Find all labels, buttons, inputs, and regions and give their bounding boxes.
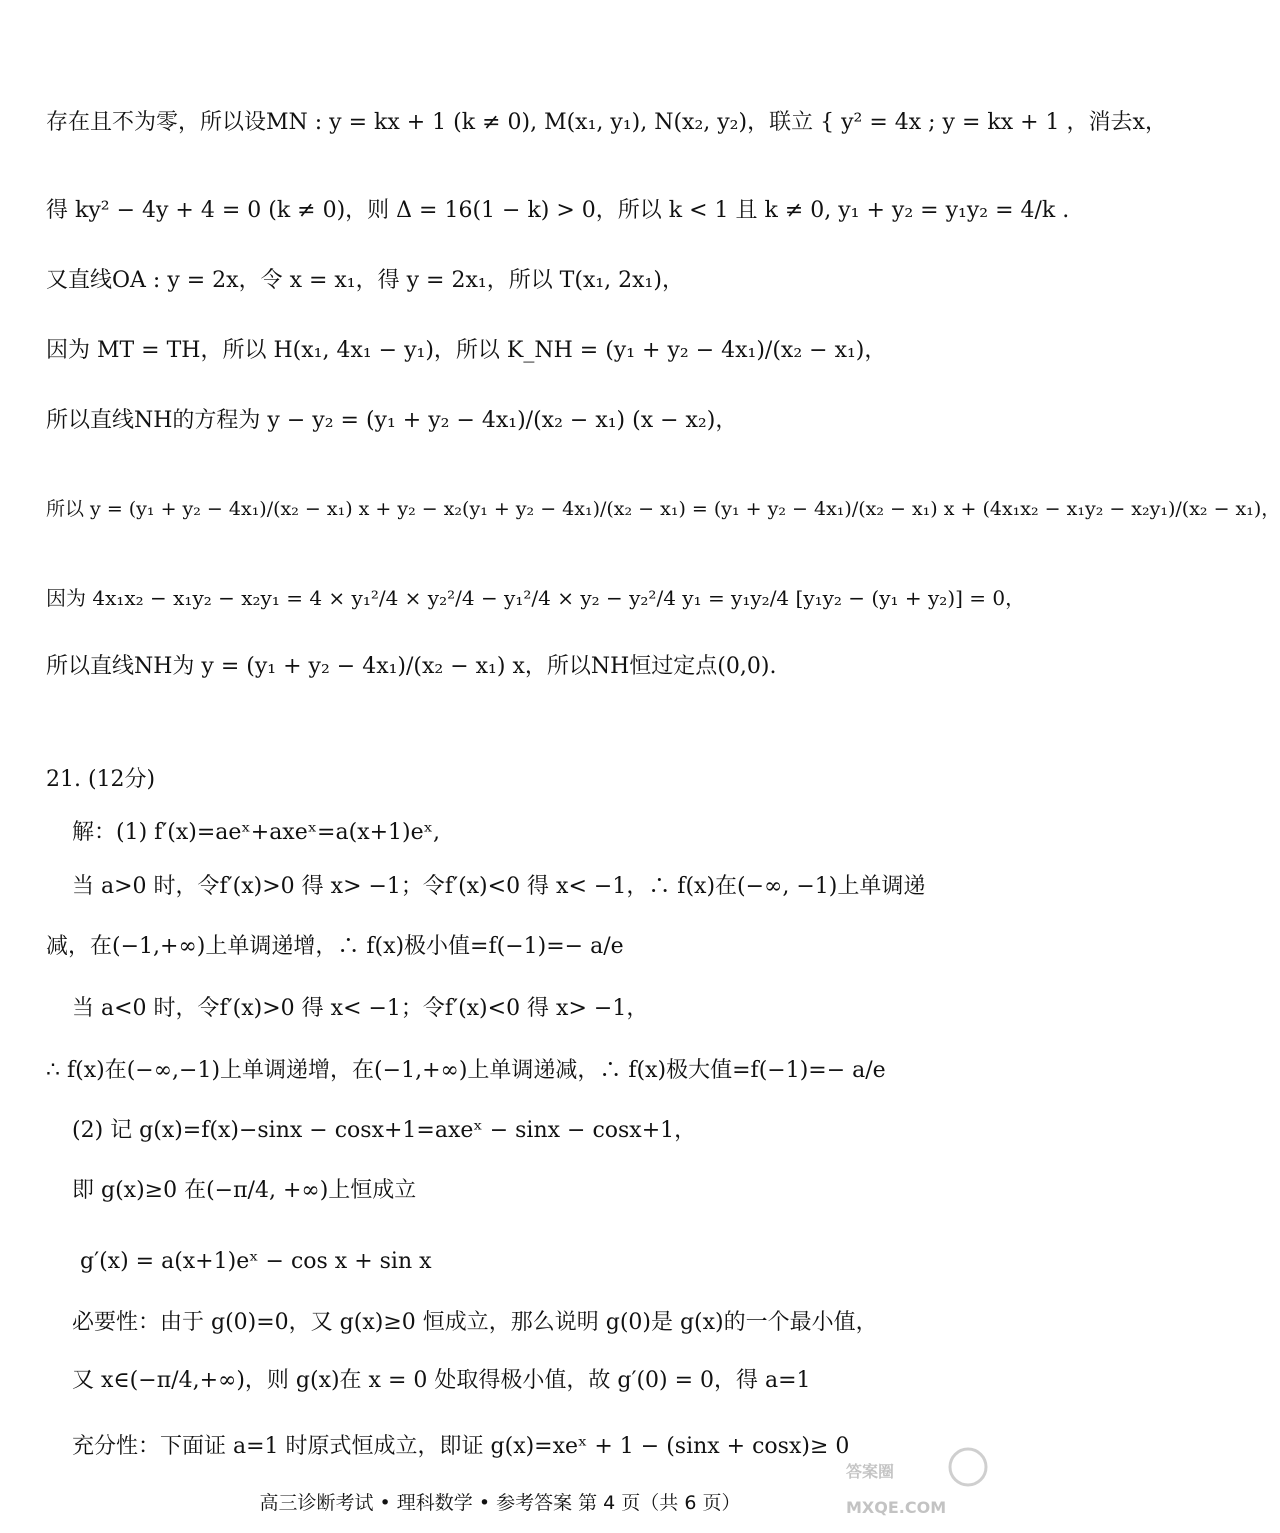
text-line-11: 当 a>0 时，令f′(x)>0 得 x> −1；令f′(x)<0 得 x< −1，∴ f(x)在(−∞, −1)上单调递	[72, 874, 926, 899]
text-line-20: 充分性：下面证 a=1 时原式恒成立，即证 g(x)=xeˣ + 1 − (sinx + cosx)≥ 0	[72, 1434, 850, 1459]
watermark-url: MXQE.COM	[846, 1498, 947, 1517]
text-line-16: 即 g(x)≥0 在(−π/4, +∞)上恒成立	[72, 1178, 417, 1203]
text-line-1: 存在且不为零，所以设MN : y = kx + 1 (k ≠ 0), M(x₁, y₁), N(x₂, y₂)，联立 { y² = 4x ; y = kx + 1 ，消去x，	[46, 110, 1167, 135]
text-line-2: 得 ky² − 4y + 4 = 0 (k ≠ 0)，则 Δ = 16(1 − k) > 0，所以 k < 1 且 k ≠ 0, y₁ + y₂ = y₁y₂ = 4/k .	[46, 198, 1070, 223]
text-line-10: 解：(1) f′(x)=aeˣ+axeˣ=a(x+1)eˣ,	[72, 820, 440, 845]
text-line-17: g′(x) = a(x+1)eˣ − cos x + sin x	[80, 1249, 432, 1274]
page-footer: 高三诊断考试 • 理科数学 • 参考答案 第 4 页（共 6 页）	[259, 1492, 741, 1514]
text-line-4: 因为 MT = TH，所以 H(x₁, 4x₁ − y₁)，所以 K_NH = (y₁ + y₂ − 4x₁)/(x₂ − x₁)，	[46, 338, 887, 363]
text-line-7: 因为 4x₁x₂ − x₁y₂ − x₂y₁ = 4 × y₁²/4 × y₂²/4 − y₁²/4 × y₂ − y₂²/4 y₁ = y₁y₂/4 [y₁y₂ − (y₁ + y₂)] = 0，	[46, 586, 1026, 610]
question-number: 21. (12分)	[46, 767, 156, 792]
text-line-18: 必要性：由于 g(0)=0，又 g(x)≥0 恒成立，那么说明 g(0)是 g(x)的一个最小值，	[72, 1310, 878, 1335]
text-line-3: 又直线OA : y = 2x，令 x = x₁，得 y = 2x₁，所以 T(x₁, 2x₁)，	[46, 268, 684, 293]
text-line-5: 所以直线NH的方程为 y − y₂ = (y₁ + y₂ − 4x₁)/(x₂ − x₁) (x − x₂)，	[46, 408, 738, 433]
text-line-12: 减，在(−1,+∞)上单调递增，∴ f(x)极小值=f(−1)=− a/e	[46, 934, 624, 959]
text-line-6: 所以 y = (y₁ + y₂ − 4x₁)/(x₂ − x₁) x + y₂ − x₂(y₁ + y₂ − 4x₁)/(x₂ − x₁) = (y₁ + y₂ − 4x₁)/(x₂ − x₁) x + (4x₁x₂ − x₁y₂ − x₂y₁)/(x₂ − x₁)，	[46, 498, 1280, 520]
text-line-8: 所以直线NH为 y = (y₁ + y₂ − 4x₁)/(x₂ − x₁) x，所以NH恒过定点(0,0).	[46, 654, 777, 679]
text-line-19: 又 x∈(−π/4,+∞)，则 g(x)在 x = 0 处取得极小值，故 g′(0) = 0，得 a=1	[72, 1368, 811, 1393]
text-line-13: 当 a<0 时，令f′(x)>0 得 x< −1；令f′(x)<0 得 x> −1，	[72, 996, 649, 1021]
watermark-logo-icon	[840, 1445, 990, 1525]
text-line-14: ∴ f(x)在(−∞,−1)上单调递增，在(−1,+∞)上单调递减，∴ f(x)极大值=f(−1)=− a/e	[46, 1058, 886, 1083]
watermark-title: 答案圈	[846, 1462, 895, 1481]
text-line-15: (2) 记 g(x)=f(x)−sinx − cosx+1=axeˣ − sinx − cosx+1，	[72, 1118, 697, 1143]
